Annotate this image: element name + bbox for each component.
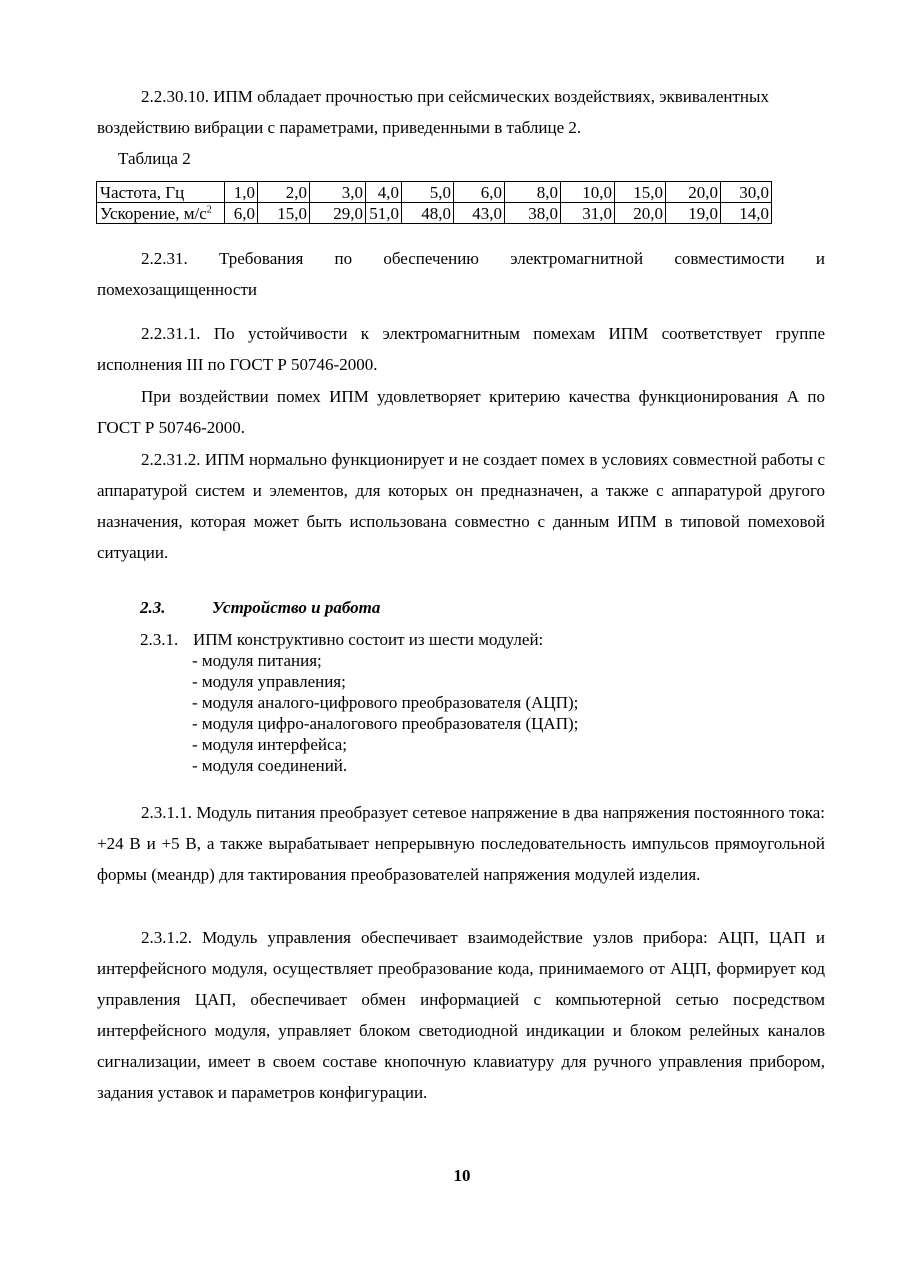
clause-text: ИПМ конструктивно состоит из шести модулей: xyxy=(193,630,544,649)
paragraph-line: воздействию вибрации с параметрами, приведенными в таблице 2. xyxy=(97,118,582,137)
table-cell: 3,0 xyxy=(310,182,366,203)
table-cell: 19,0 xyxy=(666,203,721,224)
acceleration-label: Ускорение, м/с xyxy=(100,203,207,223)
table-cell: 31,0 xyxy=(561,203,615,224)
modules-list-block xyxy=(140,629,578,776)
table-cell: 4,0 xyxy=(366,182,402,203)
page-number: 10 xyxy=(453,1166,471,1185)
paragraph-2-3-1 xyxy=(140,629,578,650)
table-header-acceleration xyxy=(97,203,225,224)
table-cell: 10,0 xyxy=(561,182,615,203)
unit-superscript: 2 xyxy=(206,203,212,215)
table-cell: 14,0 xyxy=(721,203,772,224)
table-cell: 43,0 xyxy=(454,203,505,224)
paragraph-2-2-31: 2.2.31. Требования по обеспечению электромагнитной совместимости и помехозащищенности xyxy=(97,249,825,299)
list-item: - модуля соединений. xyxy=(192,756,348,775)
section-number: 2.3. xyxy=(140,598,166,617)
paragraph-2-2-30-10 xyxy=(97,81,825,143)
list-item: - модуля интерфейса; xyxy=(192,735,347,754)
table-cell: 8,0 xyxy=(505,182,561,203)
table-cell: 38,0 xyxy=(505,203,561,224)
list-item: - модуля питания; xyxy=(192,651,322,670)
table-cell: 15,0 xyxy=(615,182,666,203)
list-item: - модуля цифро-аналогового преобразователя (ЦАП); xyxy=(192,714,579,733)
table-cell: 6,0 xyxy=(225,203,258,224)
clause-number: 2.3.1. xyxy=(140,630,179,649)
table-row xyxy=(97,203,772,224)
table-cell: 6,0 xyxy=(454,182,505,203)
table-row xyxy=(97,182,772,203)
modules-list xyxy=(140,650,578,776)
table-header-frequency: Частота, Гц xyxy=(97,182,225,203)
table-cell: 15,0 xyxy=(258,203,310,224)
paragraph-2-2-31-1: 2.2.31.1. По устойчивости к электромагнитным помехам ИПМ соответствует группе исполнения III по ГОСТ Р 50746-2000. xyxy=(97,324,825,374)
paragraph-2-2-31-2: 2.2.31.2. ИПМ нормально функционирует и не создает помех в условиях совместной работы с аппаратурой систем и элементов, для которых он предназначен, а также с аппаратурой другого назначения, которая может быть использована совместно с данным ИПМ в типовой помеховой ситуации. xyxy=(97,450,825,562)
table-cell: 30,0 xyxy=(721,182,772,203)
paragraph-line: 2.2.30.10. ИПМ обладает прочностью при сейсмических воздействиях, эквивалентных xyxy=(141,87,769,106)
paragraph-2-3-1-2: 2.3.1.2. Модуль управления обеспечивает взаимодействие узлов прибора: АЦП, ЦАП и интерфейсного модуля, осуществляет преобразование кода, принимаемого от АЦП, формирует код управления ЦАП, обеспечивает обмен информацией с компьютерной сетью посредством интерфейсного модуля, управляет блоком светодиодной индикации и блоком релейных каналов сигнализации, имеет в своем составе кнопочную клавиатуру для ручного управления прибором, задания уставок и параметров конфигурации. xyxy=(97,928,825,1102)
table-cell: 20,0 xyxy=(666,182,721,203)
table-cell: 29,0 xyxy=(310,203,366,224)
table-cell: 5,0 xyxy=(402,182,454,203)
table-cell: 2,0 xyxy=(258,182,310,203)
table-caption: Таблица 2 xyxy=(118,149,191,168)
list-item: - модуля аналого-цифрового преобразователя (АЦП); xyxy=(192,693,579,712)
list-item: - модуля управления; xyxy=(192,672,346,691)
paragraph-criteria: При воздействии помех ИПМ удовлетворяет критерию качества функционирования А по ГОСТ Р 50746-2000. xyxy=(97,387,825,437)
vibration-table xyxy=(96,181,772,224)
paragraph-2-3-1-1: 2.3.1.1. Модуль питания преобразует сетевое напряжение в два напряжения постоянного тока: +24 В и +5 В, а также вырабатывает непрерывную последовательность импульсов прямоугольной формы (меандр) для тактирования преобразователей напряжения модулей изделия. xyxy=(97,803,825,884)
section-heading-2-3 xyxy=(140,598,380,618)
table-cell: 20,0 xyxy=(615,203,666,224)
section-title: Устройство и работа xyxy=(212,598,381,617)
table-cell: 48,0 xyxy=(402,203,454,224)
table-cell: 51,0 xyxy=(366,203,402,224)
table-cell: 1,0 xyxy=(225,182,258,203)
